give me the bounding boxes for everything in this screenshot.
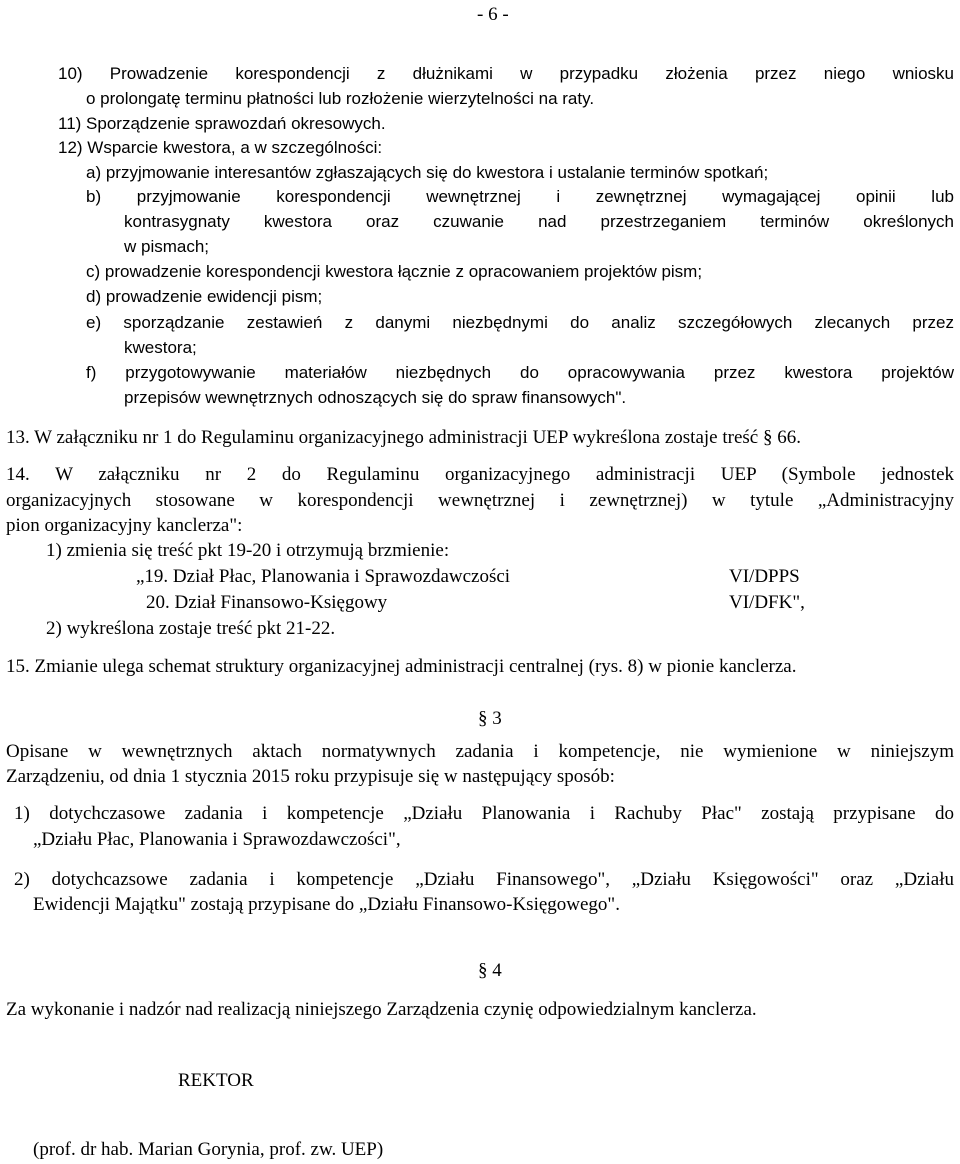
point-14-sub-2: 2) wykreślona zostaje treść pkt 21-22. <box>46 618 336 639</box>
item-12-b-line-2: kontrasygnaty kwestora oraz czuwanie nad przestrzeganiem terminów określonych <box>124 212 954 231</box>
point-14-row-20-name: 20. Dział Finansowo-Księgowy <box>146 592 388 613</box>
item-12-f-line-2: przepisów wewnętrznych odnoszących się do spraw finansowych". <box>124 388 627 407</box>
item-12-c: c) prowadzenie korespondencji kwestora łącznie z opracowaniem projektów pism; <box>86 262 703 281</box>
point-14-line-3: pion organizacyjny kanclerza": <box>6 515 243 536</box>
signature-name: (prof. dr hab. Marian Gorynia, prof. zw. UEP) <box>33 1139 384 1160</box>
point-14-row-20-code: VI/DFK", <box>729 592 805 613</box>
item-12-d: d) prowadzenie ewidencji pism; <box>86 287 323 306</box>
signature-title: REKTOR <box>178 1070 254 1091</box>
item-12-e-line-1: e) sporządzanie zestawień z danymi niezbędnymi do analiz szczegółowych zlecanych przez <box>86 313 954 332</box>
item-12-a: a) przyjmowanie interesantów zgłaszających się do kwestora i ustalanie terminów spotkań; <box>86 163 769 182</box>
item-12-f-line-1: f) przygotowywanie materiałów niezbędnych do opracowywania przez kwestora projektów <box>86 363 954 382</box>
point-14-line-2: organizacyjnych stosowane w korespondencji wewnętrznej i zewnętrznej) w tytule „Administracyjny <box>6 490 954 511</box>
page-number: - 6 - <box>477 4 509 25</box>
item-12-b-line-3: w pismach; <box>124 237 210 256</box>
point-14-sub-1: 1) zmienia się treść pkt 19-20 i otrzymują brzmienie: <box>46 540 450 561</box>
item-11: 11) Sporządzenie sprawozdań okresowych. <box>58 114 386 133</box>
section-3-item-2-line-2: Ewidencji Majątku" zostają przypisane do „Działu Finansowo-Księgowego". <box>33 894 620 915</box>
section-3-item-1-line-1: 1) dotychczasowe zadania i kompetencje „Działu Planowania i Rachuby Płac" zostają przypisane do <box>14 803 954 824</box>
item-10-line-2: o prolongatę terminu płatności lub rozłożenie wierzytelności na raty. <box>86 89 595 108</box>
point-14-row-19-name: „19. Dział Płac, Planowania i Sprawozdawczości <box>136 566 511 587</box>
section-3-para-line-2: Zarządzeniu, od dnia 1 stycznia 2015 roku przypisuje się w następujący sposób: <box>6 766 615 787</box>
point-15: 15. Zmianie ulega schemat struktury organizacyjnej administracji centralnej (rys. 8) w pionie kanclerza. <box>6 656 797 677</box>
section-3-para-line-1: Opisane w wewnętrznych aktach normatywnych zadania i kompetencje, nie wymienione w niniejszym <box>6 741 954 762</box>
section-3-heading: § 3 <box>478 708 502 729</box>
point-13: 13. W załączniku nr 1 do Regulaminu organizacyjnego administracji UEP wykreślona zostaje treść § 66. <box>6 427 801 448</box>
item-12-intro: 12) Wsparcie kwestora, a w szczególności: <box>58 138 383 157</box>
point-14-line-1: 14. W załączniku nr 2 do Regulaminu organizacyjnego administracji UEP (Symbole jednostek <box>6 464 954 485</box>
point-14-row-19-code: VI/DPPS <box>729 566 800 587</box>
item-12-e-line-2: kwestora; <box>124 338 197 357</box>
item-10-line-1: 10) Prowadzenie korespondencji z dłużnikami w przypadku złożenia przez niego wniosku <box>58 64 954 83</box>
section-3-item-2-line-1: 2) dotychcazsowe zadania i kompetencje „Działu Finansowego", „Działu Księgowości" oraz „Działu <box>14 869 954 890</box>
section-3-item-1-line-2: „Działu Płac, Planowania i Sprawozdawczości", <box>33 829 401 850</box>
section-4-text: Za wykonanie i nadzór nad realizacją niniejszego Zarządzenia czynię odpowiedzialnym kanclerza. <box>6 999 757 1020</box>
item-12-b-line-1: b) przyjmowanie korespondencji wewnętrznej i zewnętrznej wymagającej opinii lub <box>86 187 954 206</box>
section-4-heading: § 4 <box>478 960 502 981</box>
